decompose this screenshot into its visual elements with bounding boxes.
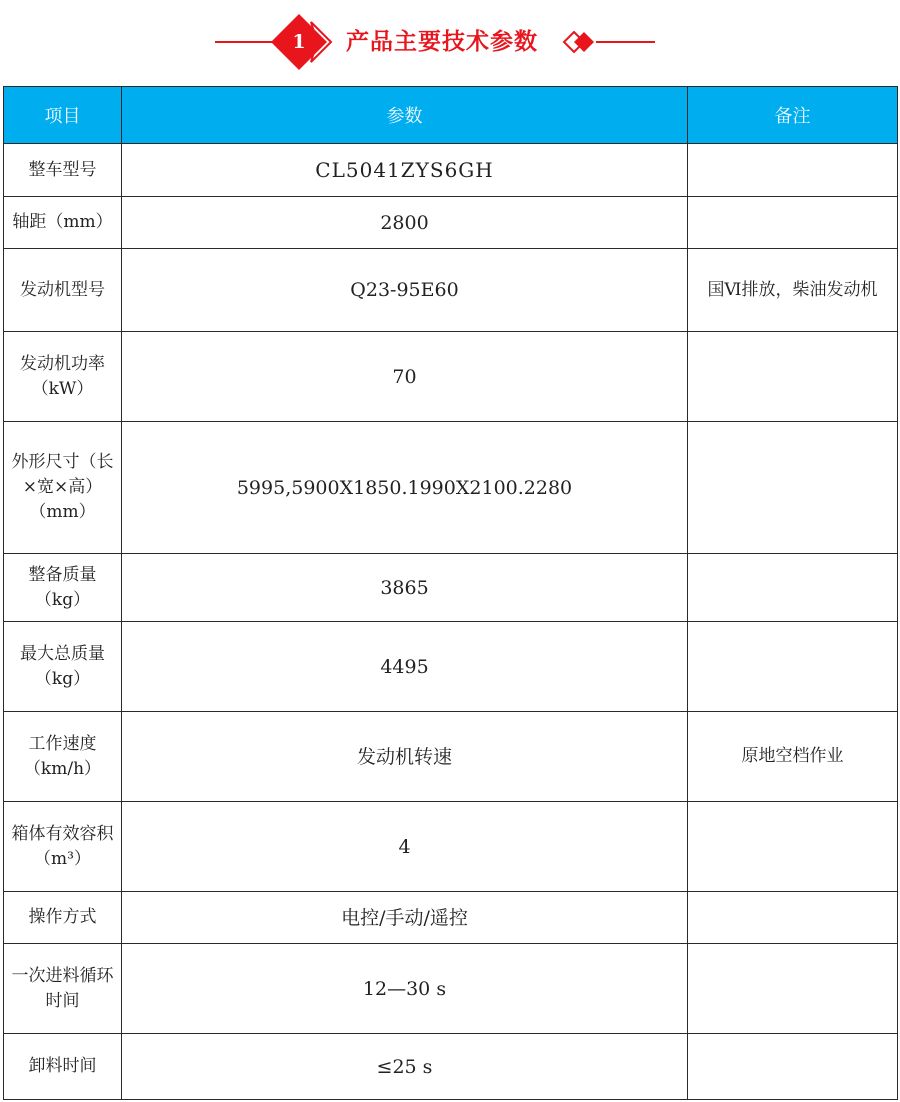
row-param: Q23-95E60 xyxy=(122,249,688,332)
row-note xyxy=(688,802,898,892)
row-param: ≤25 s xyxy=(122,1034,688,1100)
column-header-param: 参数 xyxy=(122,87,688,144)
row-item: 箱体有效容积（m³） xyxy=(4,802,122,892)
row-note: 原地空档作业 xyxy=(688,712,898,802)
row-param: 12—30 s xyxy=(122,944,688,1034)
table-row xyxy=(4,554,898,622)
row-item: 整备质量（kg） xyxy=(4,554,122,622)
table-row xyxy=(4,197,898,249)
section-header xyxy=(0,0,900,84)
section-number: 1 xyxy=(292,31,306,53)
row-note: 国Ⅵ排放，柴油发动机 xyxy=(688,249,898,332)
row-item: 整车型号 xyxy=(4,144,122,197)
row-note xyxy=(688,892,898,944)
table-row xyxy=(4,944,898,1034)
row-param: 电控/手动/遥控 xyxy=(122,892,688,944)
row-note xyxy=(688,144,898,197)
column-header-item: 项目 xyxy=(4,87,122,144)
row-item: 最大总质量（kg） xyxy=(4,622,122,712)
table-row xyxy=(4,1034,898,1100)
table-row xyxy=(4,249,898,332)
row-param: 4495 xyxy=(122,622,688,712)
row-param: 3865 xyxy=(122,554,688,622)
row-item: 发动机型号 xyxy=(4,249,122,332)
table-header-row xyxy=(4,87,898,144)
row-note xyxy=(688,1034,898,1100)
column-header-note: 备注 xyxy=(688,87,898,144)
row-note xyxy=(688,197,898,249)
row-note xyxy=(688,554,898,622)
row-param: 发动机转速 xyxy=(122,712,688,802)
table-row xyxy=(4,622,898,712)
spec-table xyxy=(3,86,898,1100)
table-row xyxy=(4,712,898,802)
row-param: 5995,5900X1850.1990X2100.2280 xyxy=(122,422,688,554)
row-item: 一次进料循环时间 xyxy=(4,944,122,1034)
row-param: CL5041ZYS6GH xyxy=(122,144,688,197)
row-item: 卸料时间 xyxy=(4,1034,122,1100)
row-item: 外形尺寸（长×宽×高）（mm） xyxy=(4,422,122,554)
row-item: 发动机功率（kW） xyxy=(4,332,122,422)
row-note xyxy=(688,944,898,1034)
table-row xyxy=(4,802,898,892)
row-param: 4 xyxy=(122,802,688,892)
table-row xyxy=(4,332,898,422)
row-note xyxy=(688,422,898,554)
row-note xyxy=(688,332,898,422)
section-title: 产品主要技术参数 xyxy=(346,29,538,55)
table-row xyxy=(4,892,898,944)
row-item: 操作方式 xyxy=(4,892,122,944)
table-row xyxy=(4,422,898,554)
row-item: 轴距（mm） xyxy=(4,197,122,249)
table-row xyxy=(4,144,898,197)
row-item: 工作速度（km/h） xyxy=(4,712,122,802)
row-param: 2800 xyxy=(122,197,688,249)
row-param: 70 xyxy=(122,332,688,422)
row-note xyxy=(688,622,898,712)
